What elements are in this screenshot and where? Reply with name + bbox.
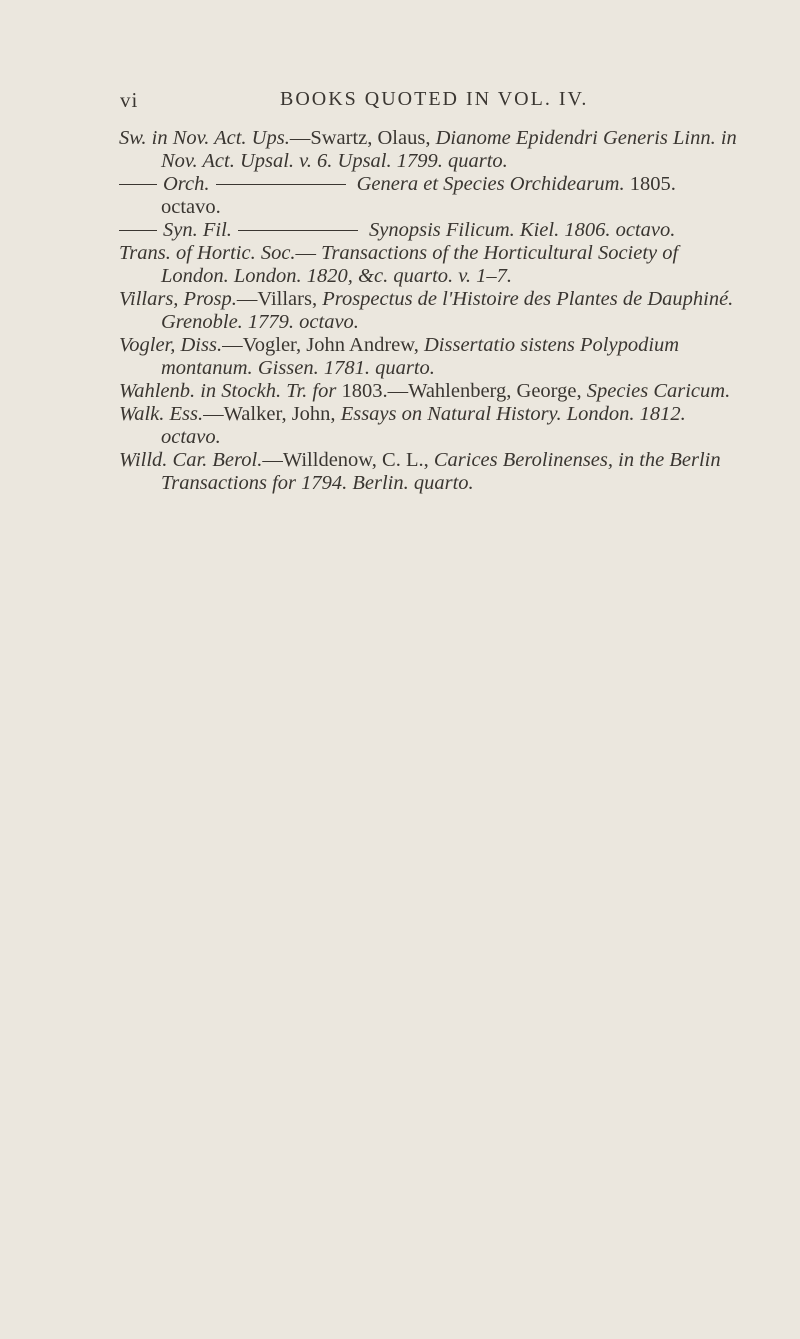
entry-abbr: Wahlenb. in Stockh. Tr. for [119, 380, 337, 402]
page-number: vi [120, 88, 139, 112]
entry-trans-hortic [119, 242, 739, 288]
entry-abbr: Willd. Car. Berol. [119, 449, 263, 471]
bibliography-list [119, 127, 739, 495]
entry-author: Vogler, John Andrew, [242, 334, 424, 356]
entry-author: Swartz, Olaus, [310, 127, 436, 149]
entry-title: Transactions of the Horticultural Society of London. [161, 242, 679, 287]
entry-swartz-dianome [119, 127, 739, 173]
entry-abbr: Syn. Fil. [163, 219, 232, 241]
entry-pub: 1805. octavo. [161, 173, 676, 218]
entry-vogler [119, 334, 739, 380]
entry-wahlenberg [119, 380, 739, 403]
entry-dash: — [236, 288, 258, 310]
entry-dash: — [295, 242, 317, 264]
entry-pub: Berlin. quarto. [347, 472, 474, 494]
entry-abbr: Vogler, Diss. [119, 334, 223, 356]
ditto-rule [216, 184, 346, 185]
entry-pub: Grenoble. 1779. octavo. [161, 311, 359, 333]
running-head: BOOKS QUOTED IN VOL. IV. [280, 88, 589, 110]
entry-title: Essays on Natural History. [340, 403, 562, 425]
entry-title: Dianome Epidendri Generis Linn. in Nov. Act. Upsal. v. 6. [161, 127, 737, 172]
entry-abbr: Villars, Prosp. [119, 288, 237, 310]
entry-pub: Gissen. 1781. quarto. [252, 357, 435, 379]
entry-title: Species Caricum. [586, 380, 731, 402]
ditto-rule [119, 184, 157, 185]
entry-author: Villars, [257, 288, 323, 310]
page-header [120, 88, 720, 124]
entry-dash: — [262, 449, 283, 471]
entry-swartz-syn [119, 219, 739, 242]
entry-title: Dissertatio sistens Polypodium montanum. [161, 334, 680, 379]
entry-pub: London. 1812. octavo. [161, 403, 686, 448]
entry-author: Willdenow, C. L., [282, 449, 434, 471]
entry-abbr: Sw. in Nov. Act. Ups. [119, 127, 290, 149]
entry-abbr: Walk. Ess. [119, 403, 204, 425]
entry-walker [119, 403, 739, 449]
entry-dash: — [289, 127, 311, 149]
ditto-rule [119, 230, 157, 231]
entry-swartz-orch [119, 173, 739, 219]
entry-title: Prospectus de l'Histoire des Plantes de Dauphiné. [322, 288, 734, 310]
ditto-rule [238, 230, 358, 231]
entry-abbr: Trans. of Hortic. Soc. [119, 242, 296, 264]
entry-villars [119, 288, 739, 334]
entry-abbr: Orch. [163, 173, 210, 195]
entry-dash: — [203, 403, 224, 425]
entry-title: Carices Berolinenses, in the Berlin Transactions for 1794. [161, 449, 721, 494]
entry-pub: Upsal. 1799. quarto. [332, 150, 508, 172]
entry-pub: Kiel. 1806. octavo. [514, 219, 676, 241]
entry-pub: London. 1820, &c. quarto. v. 1–7. [228, 265, 512, 287]
entry-title: Genera et Species Orchidearum. [351, 173, 625, 195]
entry-author: 1803.—Wahlenberg, George, [336, 380, 587, 402]
entry-author: Walker, John, [223, 403, 341, 425]
entry-dash: — [222, 334, 243, 356]
entry-willdenow [119, 449, 739, 495]
entry-title: Synopsis Filicum. [363, 219, 515, 241]
